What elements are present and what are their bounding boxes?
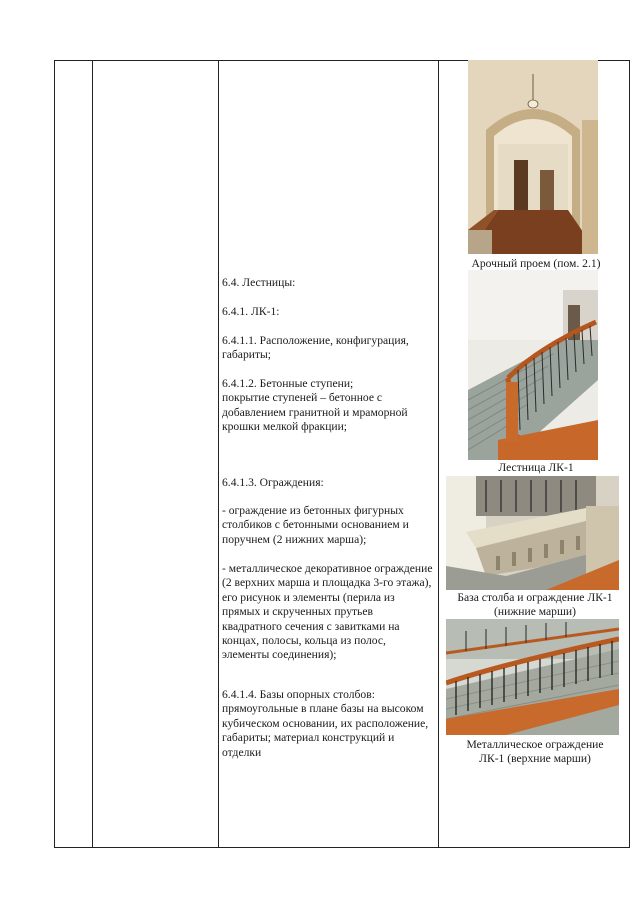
paragraph-column-bases: 6.4.1.4. Базы опорных столбов: прямоугольные в плане базы на высоком кубическом основании, их расположение, габариты; материал конструкций и отделки — [222, 688, 429, 759]
paragraph-railings-heading: 6.4.1.3. Ограждения: — [222, 476, 324, 489]
section-heading: 6.4. Лестницы: — [222, 276, 296, 289]
description-column — [222, 0, 434, 905]
column-divider — [629, 60, 630, 847]
paragraph-metal-railing: - металлическое декоративное ограждение (2 верхних марша и площадка 3-го этажа), его рисунок и элементы (перила из прямых и скрученных прутьев квадратного сечения с завитками на концах, полосы, кольца из полос, элементы соединения); — [222, 562, 433, 662]
paragraph-concrete-railing: - ограждение из бетонных фигурных столбиков с бетонными основанием и поручнем (2 нижних марша); — [222, 504, 409, 546]
column-divider — [218, 60, 219, 847]
column-base-photo-caption: База столба и ограждение ЛК-1 (нижние марши) — [457, 591, 613, 618]
arch-photo — [468, 60, 598, 254]
arch-photo-caption: Арочный проем (пом. 2.1) — [471, 257, 601, 270]
metal-railing-photo — [446, 619, 619, 735]
metal-railing-photo-caption: Металлическое ограждение ЛК-1 (верхние марши) — [466, 738, 604, 765]
column-base-photo — [446, 476, 619, 590]
column-divider — [54, 60, 55, 847]
staircase-photo-caption: Лестница ЛК-1 — [498, 461, 574, 474]
subsection-heading: 6.4.1. ЛК-1: — [222, 305, 280, 318]
column-divider — [92, 60, 93, 847]
paragraph-location: 6.4.1.1. Расположение, конфигурация, габариты; — [222, 334, 409, 362]
staircase-photo — [468, 270, 598, 460]
paragraph-steps: 6.4.1.2. Бетонные ступени; покрытие ступеней – бетонное с добавлением гранитной и мраморной крошки мелкой фракции; — [222, 377, 408, 434]
column-divider — [438, 60, 439, 847]
